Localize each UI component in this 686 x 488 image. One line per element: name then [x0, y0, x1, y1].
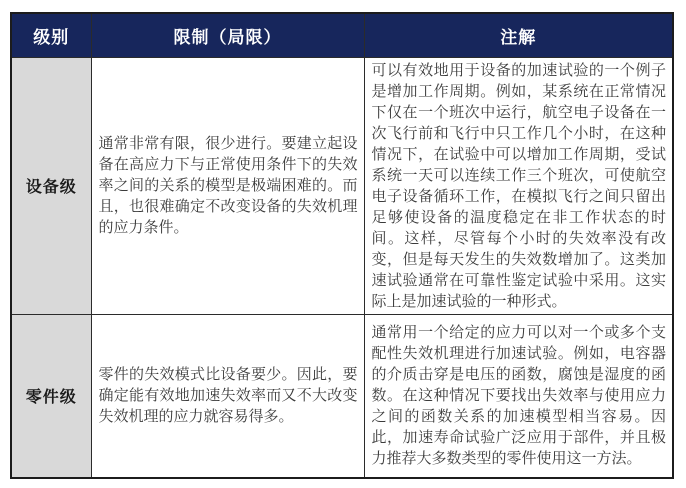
equipment-level-label: 设备级	[11, 57, 91, 314]
acceleration-test-levels-table	[10, 12, 674, 479]
table-row-part-level	[11, 314, 673, 478]
table-header-row	[11, 13, 673, 57]
part-note-text: 通常用一个给定的应力可以对一个或多个支配性失效机理进行加速试验。例如，电容器的介质击穿是电压的函数，腐蚀是湿度的函数。在这种情况下要找出失效率与使用应力之间的函数关系的加速模型相当容易。因此，加速寿命试验广泛应用于部件，并且极力推荐大多数类型的零件使用这一方法。	[364, 314, 673, 478]
part-level-label: 零件级	[11, 314, 91, 478]
header-cell-note: 注解	[364, 13, 673, 57]
table-row-equipment-level	[11, 57, 673, 314]
equipment-note-text: 可以有效地用于设备的加速试验的一个例子是增加工作周期。例如，某系统在正常情况下仅在一个班次中运行，航空电子设备在一次飞行前和飞行中只工作几个小时，在这种情况下，在试验中可以增加工作周期，受试系统一天可以连续工作三个班次，可使航空电子设备循环工作，在模拟飞行之间只留出足够使设备的温度稳定在非工作状态的时间。这样，尽管每个小时的失效率没有改变，但是每天发生的失效数增加了。这类加速试验通常在可靠性鉴定试验中采用。这实际上是加速试验的一种形式。	[364, 57, 673, 314]
equipment-limitation-text: 通常非常有限，很少进行。要建立起设备在高应力下与正常使用条件下的失效率之间的关系的模型是极端困难的。而且，也很难确定不改变设备的失效机理的应力条件。	[91, 57, 364, 314]
header-cell-level: 级别	[11, 13, 91, 57]
part-limitation-text: 零件的失效模式比设备要少。因此，要确定能有效地加速失效率而又不大改变失效机理的应力就容易得多。	[91, 314, 364, 478]
header-cell-limitation: 限制（局限）	[91, 13, 364, 57]
